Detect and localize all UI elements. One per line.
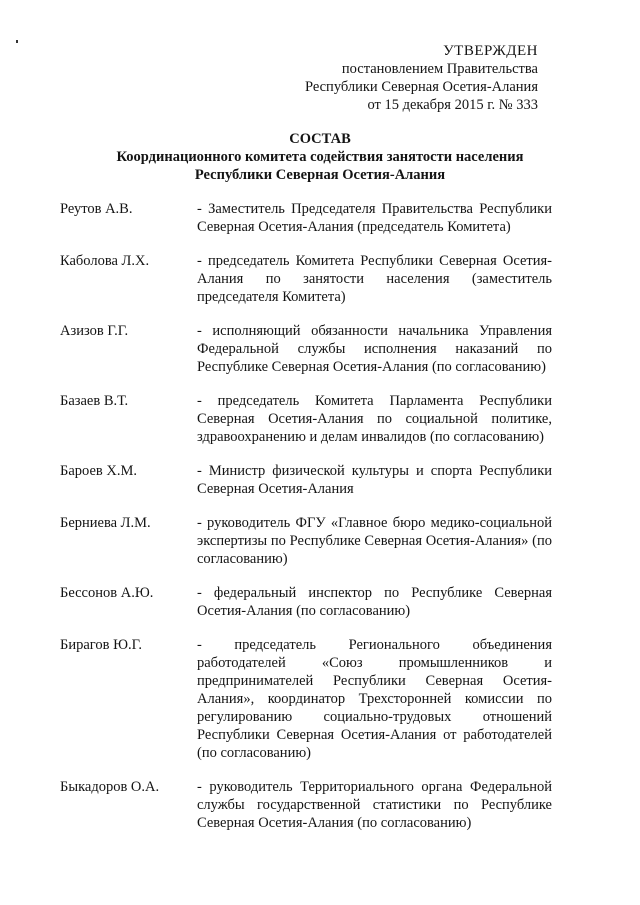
member-name: Каболова Л.Х. xyxy=(60,253,150,269)
scan-speck xyxy=(16,40,18,43)
member-row xyxy=(60,252,552,306)
member-role: - Заместитель Председателя Правительства Республики Северная Осетия-Алания (председатель Комитета) xyxy=(197,201,552,235)
approval-date-line: от 15 декабря 2015 г. № 333 xyxy=(367,97,538,113)
document-title xyxy=(40,130,600,184)
approval-heading: УТВЕРЖДЕН xyxy=(443,43,538,59)
member-row xyxy=(60,636,552,762)
approval-line: постановлением Правительства xyxy=(341,61,538,77)
member-role: - руководитель ФГУ «Главное бюро медико-социальной экспертизы по Республике Северная Осетия-Алания» (по согласованию) xyxy=(197,515,552,567)
member-row xyxy=(60,462,552,498)
member-row xyxy=(60,514,552,568)
title-subtitle: Республики Северная Осетия-Алания xyxy=(194,167,446,183)
member-role: - председатель Комитета Республики Северная Осетия-Алания по занятости населения (заместитель председателя Комитета) xyxy=(197,253,552,305)
member-role: - председатель Регионального объединения работодателей «Союз промышленников и предпринимателей Республики Северная Осетия-Алания», координатор Трехсторонней комиссии по регулированию социально-трудовых отношений Республики Северная Осетия-Алания от работодателей (по согласованию) xyxy=(197,637,552,761)
title-subtitle: Координационного комитета содействия занятости населения xyxy=(116,149,524,165)
member-list xyxy=(60,200,552,832)
member-name: Базаев В.Т. xyxy=(60,393,129,409)
title-main: СОСТАВ xyxy=(289,131,351,147)
member-name: Бессонов А.Ю. xyxy=(60,585,154,601)
approval-stamp-block xyxy=(290,42,538,114)
member-name: Берниева Л.М. xyxy=(60,515,151,531)
member-name: Бирагов Ю.Г. xyxy=(60,637,142,653)
member-row xyxy=(60,322,552,376)
member-role: - руководитель Территориального органа Федеральной службы государственной статистики по Республике Северная Осетия-Алания (по согласованию) xyxy=(197,779,552,831)
member-row xyxy=(60,200,552,236)
member-role: - председатель Комитета Парламента Республики Северная Осетия-Алания по социальной политике, здравоохранению и делам инвалидов (по согласованию) xyxy=(197,393,552,445)
member-name: Реутов А.В. xyxy=(60,201,133,217)
member-row xyxy=(60,778,552,832)
member-row xyxy=(60,392,552,446)
member-name: Азизов Г.Г. xyxy=(60,323,129,339)
member-role: - исполняющий обязанности начальника Управления Федеральной службы исполнения наказаний по Республике Северная Осетия-Алания (по согласованию) xyxy=(197,323,552,375)
member-role: - Министр физической культуры и спорта Республики Северная Осетия-Алания xyxy=(197,463,552,497)
member-name: Быкадоров О.А. xyxy=(60,779,160,795)
member-role: - федеральный инспектор по Республике Северная Осетия-Алания (по согласованию) xyxy=(197,585,552,619)
member-name: Бароев Х.М. xyxy=(60,463,137,479)
member-row xyxy=(60,584,552,620)
approval-line: Республики Северная Осетия-Алания xyxy=(304,79,538,95)
